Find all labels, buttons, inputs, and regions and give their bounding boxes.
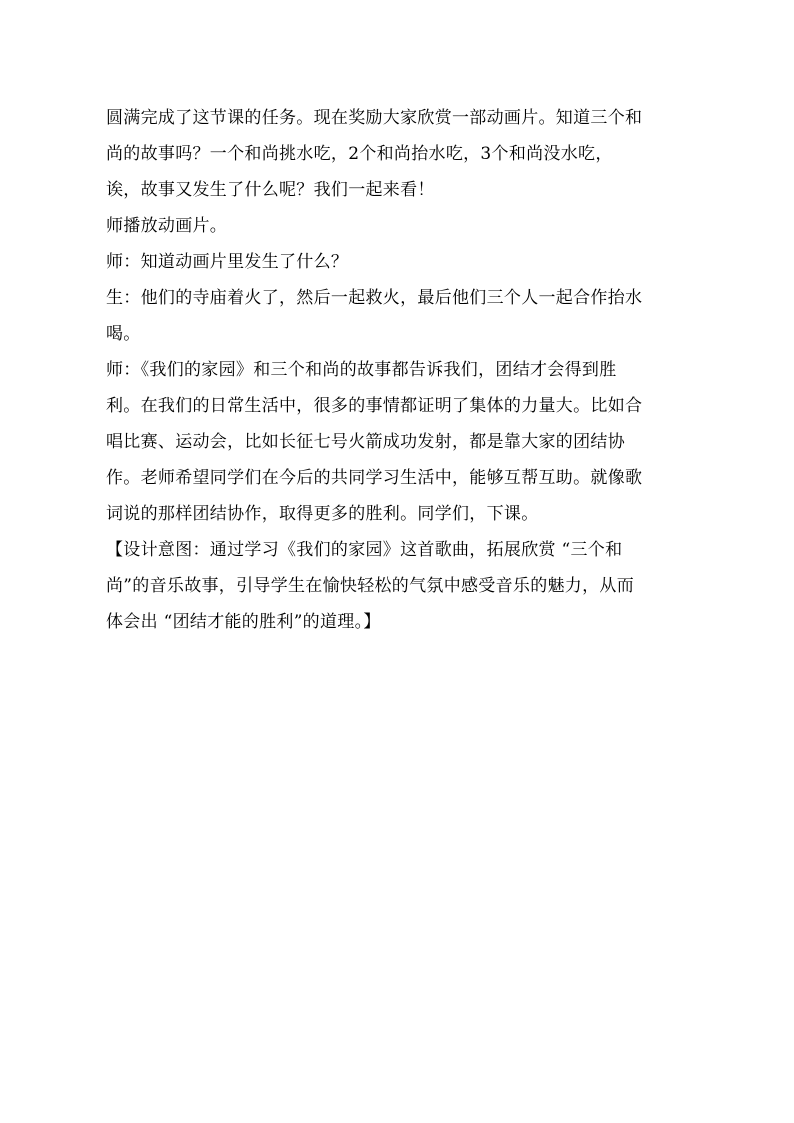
text-line: 师：《我们的家园》和三个和尚的故事都告诉我们，团结才会得到胜 <box>106 360 617 380</box>
text-line: 生：他们的寺庙着火了，然后一起救火，最后他们三个人一起合作抬水 <box>106 288 643 308</box>
text-line: 喝。 <box>106 324 141 344</box>
text-line: 词说的那样团结协作，取得更多的胜利。同学们，下课。 <box>106 504 539 524</box>
document-body <box>106 100 696 640</box>
text-line: 师：知道动画片里发生了什么？ <box>106 252 349 272</box>
design-intent-line: 体会出 “团结才能的胜利”的道理。】 <box>106 612 381 632</box>
text-line: 诶，故事又发生了什么呢？我们一起来看！ <box>106 180 435 200</box>
design-intent-line: 【设计意图：通过学习《我们的家园》这首歌曲，拓展欣赏 “三个和 <box>106 540 623 560</box>
design-intent-line: 尚”的音乐故事，引导学生在愉快轻松的气氛中感受音乐的魅力，从而 <box>106 576 634 596</box>
text-line: 利。在我们的日常生活中，很多的事情都证明了集体的力量大。比如合 <box>106 396 643 416</box>
text-line: 尚的故事吗？一个和尚挑水吃，2个和尚抬水吃，3个和尚没水吃， <box>106 144 613 164</box>
text-line: 唱比赛、运动会，比如长征七号火箭成功发射，都是靠大家的团结协 <box>106 432 625 452</box>
text-line: 师播放动画片。 <box>106 216 228 236</box>
text-line: 圆满完成了这节课的任务。现在奖励大家欣赏一部动画片。知道三个和 <box>106 108 643 128</box>
text-line: 作。老师希望同学们在今后的共同学习生活中，能够互帮互助。就像歌 <box>106 468 643 488</box>
